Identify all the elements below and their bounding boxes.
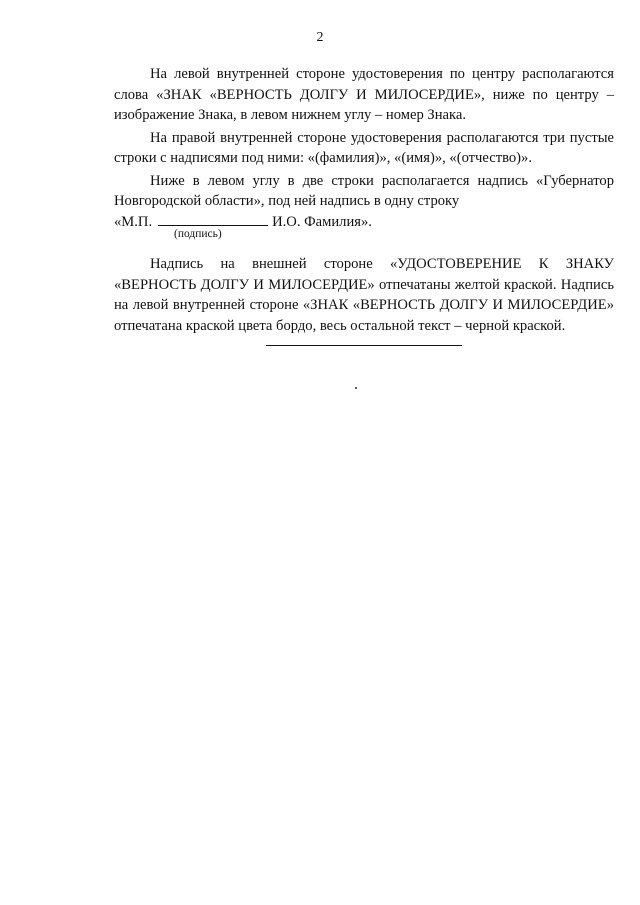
end-rule	[266, 345, 462, 346]
stray-mark	[355, 387, 357, 389]
paragraph-governor-inscription: Ниже в левом углу в две строки располагается надпись «Губернатор Новгородской области», под ней надпись в одну строку	[114, 172, 614, 209]
paragraph-left-inner-side: На левой внутренней стороне удостоверения по центру располагаются слова «ЗНАК «ВЕРНОСТЬ ДОЛГУ И МИЛОСЕРДИЕ», ниже по центру – изображение Знака, в левом нижнем углу – номер Знака.	[114, 66, 614, 123]
document-body	[114, 64, 614, 336]
signature-blank	[158, 212, 268, 226]
page-number: 2	[316, 30, 324, 45]
paragraph-print-colors: Надпись на внешней стороне «УДОСТОВЕРЕНИЕ К ЗНАКУ «ВЕРНОСТЬ ДОЛГУ И МИЛОСЕРДИЕ» отпечатаны желтой краской. Надпись на левой внутренней стороне «ЗНАК «ВЕРНОСТЬ ДОЛГУ И МИЛОСЕРДИЕ» отпечатана краской цвета бордо, весь остальной текст – черной краской.	[114, 256, 614, 334]
signature-prefix: «М.П.	[114, 213, 153, 230]
signature-suffix: И.О. Фамилия».	[272, 213, 372, 230]
signature-caption: (подпись)	[174, 228, 222, 240]
signature-caption-row	[114, 228, 614, 246]
paragraph-right-inner-side: На правой внутренней стороне удостоверения располагаются три пустые строки с надписями под ними: «(фамилия)», «(имя)», «(отчество)».	[114, 129, 614, 166]
